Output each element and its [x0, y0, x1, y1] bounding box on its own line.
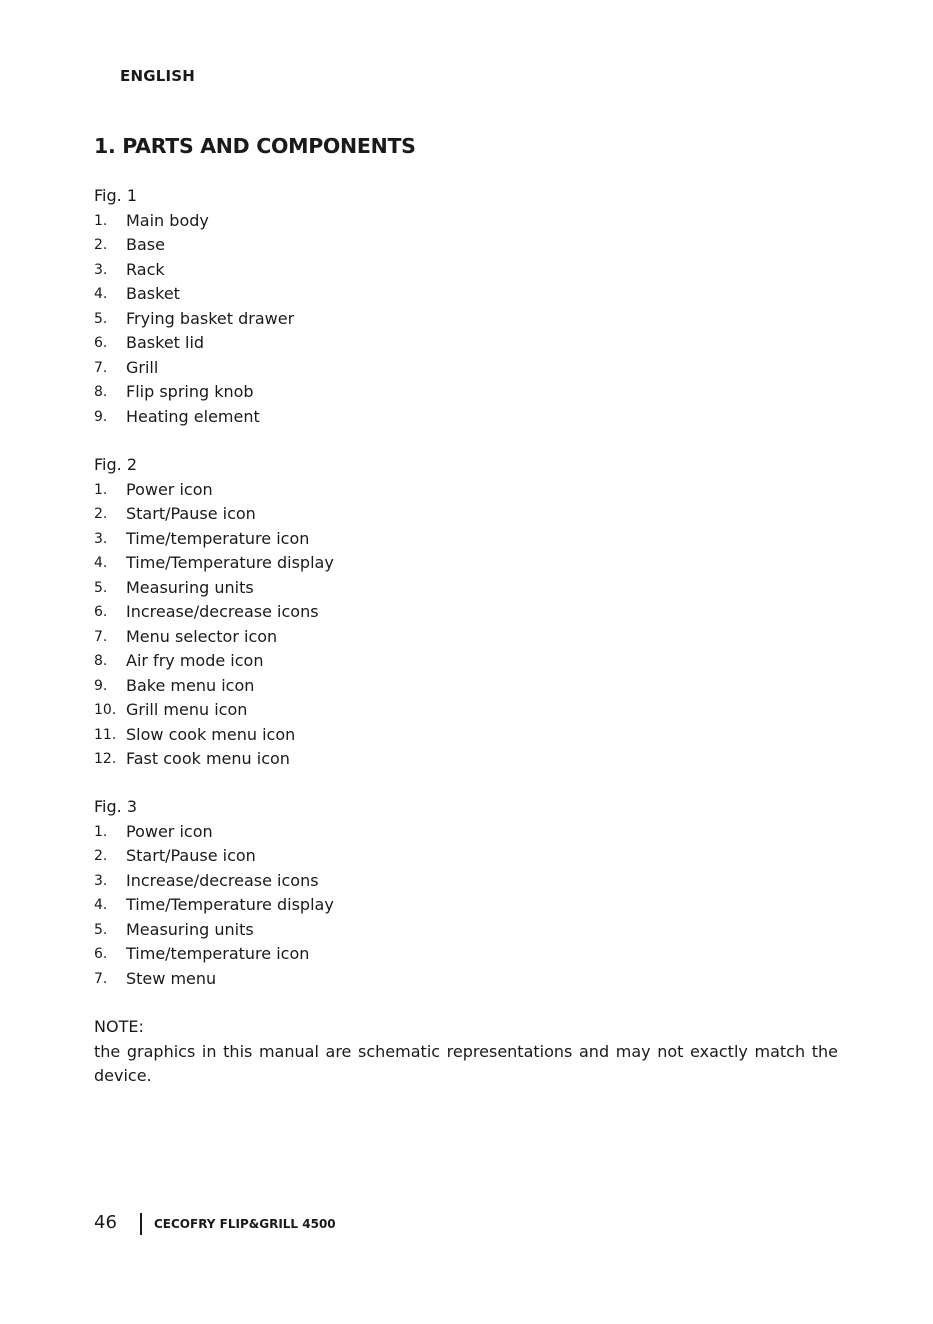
list-item-number: 5. [94, 310, 108, 327]
list-item-number: 8. [94, 653, 108, 669]
list-item [94, 820, 213, 845]
list-item-text: Heating element [126, 406, 260, 426]
page-title: 1. PARTS AND COMPONENTS [94, 134, 416, 158]
figure-label: Fig. 3 [94, 797, 137, 816]
list-item [94, 674, 255, 699]
list-item-number: 7. [94, 970, 108, 987]
list-item-text: Power icon [126, 821, 213, 841]
list-item-number: 4. [94, 897, 108, 913]
list-item-text: Rack [126, 259, 165, 279]
list-item [94, 918, 254, 943]
list-item-text: Basket lid [126, 333, 205, 352]
list-item [94, 869, 319, 894]
list-item [94, 698, 248, 723]
list-item [94, 967, 217, 992]
list-item-number: 5. [94, 921, 108, 938]
list-item-number: 1. [94, 481, 108, 498]
list-item [94, 844, 256, 869]
list-item-number: 5. [94, 579, 108, 596]
note-text: the graphics in this manual are schematic representations and may not exactly match the device. [94, 1041, 838, 1085]
list-item [94, 527, 310, 552]
list-item-number: 7. [94, 628, 108, 645]
list-item [94, 258, 165, 283]
list-item-text: Grill menu icon [126, 700, 248, 719]
list-item [94, 478, 213, 503]
list-item-text: Time/Temperature display [126, 895, 334, 914]
list-item-number: 3. [94, 261, 108, 278]
list-item [94, 331, 205, 356]
note-block [94, 1015, 838, 1089]
list-item-text: Time/temperature icon [126, 944, 310, 963]
list-item-number: 1. [94, 823, 108, 840]
list-item-text: Increase/decrease icons [126, 870, 319, 890]
list-item [94, 356, 159, 381]
list-item-text: Start/Pause icon [126, 504, 256, 523]
list-item-number: 6. [94, 335, 108, 351]
list-item [94, 502, 256, 527]
list-item-text: Fast cook menu icon [126, 749, 290, 768]
list-item-text: Base [126, 235, 165, 254]
list-item [94, 380, 254, 405]
list-item-number: 8. [94, 384, 108, 400]
list-item-number: 2. [94, 848, 108, 864]
list-item [94, 747, 290, 772]
list-item-number: 3. [94, 530, 108, 547]
product-name: CECOFRY FLIP&GRILL 4500 [154, 1217, 336, 1231]
list-item-number: 7. [94, 359, 108, 376]
list-item-text: Time/temperature icon [126, 528, 310, 548]
list-item-text: Grill [126, 357, 159, 377]
figure-3-section [94, 795, 334, 991]
list-item-text: Stew menu [126, 968, 217, 988]
parts-list [94, 209, 295, 430]
list-item-text: Slow cook menu icon [126, 724, 296, 744]
list-item-text: Increase/decrease icons [126, 602, 319, 621]
list-item-text: Start/Pause icon [126, 846, 256, 865]
list-item-number: 3. [94, 872, 108, 889]
list-item [94, 233, 165, 258]
list-item-text: Power icon [126, 479, 213, 499]
list-item [94, 625, 278, 650]
list-item-text: Measuring units [126, 919, 254, 939]
list-item-number: 12. [94, 751, 117, 767]
list-item [94, 893, 334, 918]
list-item [94, 282, 180, 307]
parts-list [94, 820, 334, 992]
footer-divider [140, 1213, 142, 1235]
parts-list [94, 478, 334, 772]
list-item-text: Menu selector icon [126, 626, 278, 646]
list-item-text: Time/Temperature display [126, 553, 334, 572]
list-item-number: 2. [94, 506, 108, 522]
list-item-text: Basket [126, 284, 180, 303]
figure-label: Fig. 1 [94, 186, 137, 205]
list-item [94, 405, 260, 430]
list-item-number: 9. [94, 677, 108, 694]
list-item-text: Frying basket drawer [126, 308, 295, 328]
list-item-text: Bake menu icon [126, 675, 255, 695]
note-label: NOTE: [94, 1017, 144, 1036]
list-item-number: 6. [94, 946, 108, 962]
figure-1-section [94, 184, 295, 429]
list-item-text: Measuring units [126, 577, 254, 597]
list-item-number: 2. [94, 237, 108, 253]
list-item [94, 576, 254, 601]
page-number: 46 [94, 1212, 117, 1233]
list-item-number: 1. [94, 212, 108, 229]
figure-2-section [94, 453, 334, 772]
list-item [94, 649, 264, 674]
list-item [94, 307, 295, 332]
list-item [94, 551, 334, 576]
list-item-text: Main body [126, 210, 209, 230]
list-item-number: 11. [94, 726, 117, 743]
list-item-text: Air fry mode icon [126, 651, 264, 670]
figure-label: Fig. 2 [94, 455, 137, 474]
list-item-number: 4. [94, 555, 108, 571]
language-label: ENGLISH [120, 67, 196, 85]
list-item [94, 723, 296, 748]
list-item-number: 4. [94, 286, 108, 302]
list-item-text: Flip spring knob [126, 382, 254, 401]
list-item-number: 6. [94, 604, 108, 620]
list-item [94, 209, 209, 234]
list-item-number: 9. [94, 408, 108, 425]
list-item [94, 942, 310, 967]
list-item-number: 10. [94, 702, 117, 718]
list-item [94, 600, 319, 625]
